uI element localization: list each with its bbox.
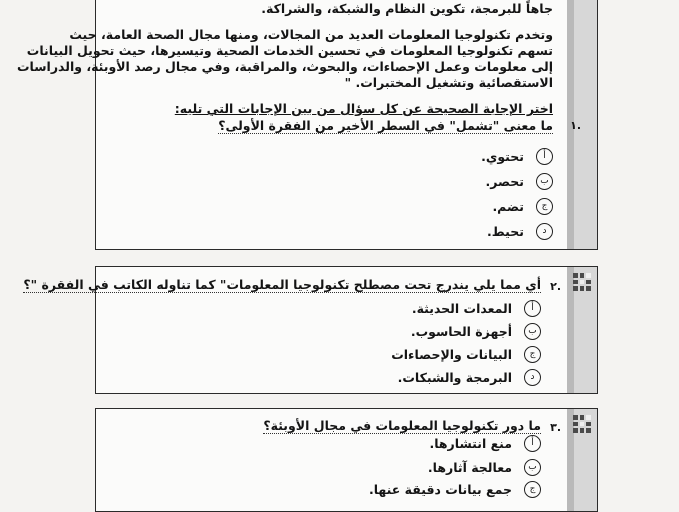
passage-line-1: جاهاً للبرمجة، تكوين النظام والشبكة، والشراكة. — [261, 1, 553, 16]
option-c[interactable]: جالبيانات والإحصاءات — [391, 346, 541, 363]
instruction: اختر الإجابة الصحيحة عن كل سؤال من بين الإجابات التي تليه: — [174, 101, 553, 116]
passage-line-5: الاستقصائية وتشغيل المختبرات. " — [344, 75, 553, 90]
option-letter-badge: ب — [524, 459, 541, 476]
option-b[interactable]: بتحصر. — [485, 173, 553, 190]
option-c[interactable]: جتضم. — [492, 198, 553, 215]
option-letter-badge: ج — [524, 346, 541, 363]
question-box — [23, 266, 598, 394]
option-c[interactable]: ججمع بيانات دقيقة عنها. — [369, 481, 541, 498]
passage-box — [17, 0, 598, 250]
grid-icon — [573, 273, 591, 291]
option-letter-badge: ج — [536, 198, 553, 215]
passage-line-3: تسهم تكنولوجيا المعلومات في تحسين الخدمات الصحية وتيسيرها، حيث تحويل البيانات — [26, 43, 553, 58]
option-letter-badge: د — [536, 223, 553, 240]
option-letter-badge: د — [524, 369, 541, 386]
option-letter-badge: ج — [524, 481, 541, 498]
option-d[interactable]: دالبرمجة والشبكات. — [398, 369, 541, 386]
question-number: ٢. — [550, 280, 561, 293]
option-b[interactable]: بمعالجة آثارها. — [428, 459, 541, 476]
option-a[interactable]: أمنع انتشارها. — [429, 435, 541, 452]
option-d[interactable]: دتحيط. — [487, 223, 553, 240]
question-box — [95, 408, 598, 512]
passage-line-2: وتخدم تكنولوجيا المعلومات العديد من المجالات، ومنها مجال الصحة العامة، حيث — [69, 27, 553, 42]
option-letter-badge: ب — [536, 173, 553, 190]
option-letter-badge: أ — [524, 435, 541, 452]
question-number: ٣. — [550, 421, 561, 434]
option-letter-badge: أ — [536, 148, 553, 165]
question-text: ما دور تكنولوجيا المعلومات في مجال الأوبئة؟ — [263, 418, 541, 433]
question-text: أي مما يلي يندرج تحت مصطلح تكنولوجيا المعلومات" كما تناوله الكاتب في الفقرة "؟ — [23, 277, 541, 292]
option-a[interactable]: أالمعدات الحديثة. — [412, 300, 541, 317]
option-letter-badge: ب — [524, 323, 541, 340]
option-letter-badge: أ — [524, 300, 541, 317]
option-b[interactable]: بأجهزة الحاسوب. — [411, 323, 541, 340]
question-text: ما معنى "تشمل" في السطر الأخير من الفقرة الأولى؟ — [218, 118, 553, 133]
passage-line-4: إلى معلومات وعمل الإحصاءات، والبحوث، والمراقبة، وفي مجال رصد الأوبئة، والدراسات — [17, 59, 553, 74]
question-number: ١. — [570, 119, 581, 132]
option-a[interactable]: أتحتوي. — [481, 148, 553, 165]
grid-icon — [573, 415, 591, 433]
